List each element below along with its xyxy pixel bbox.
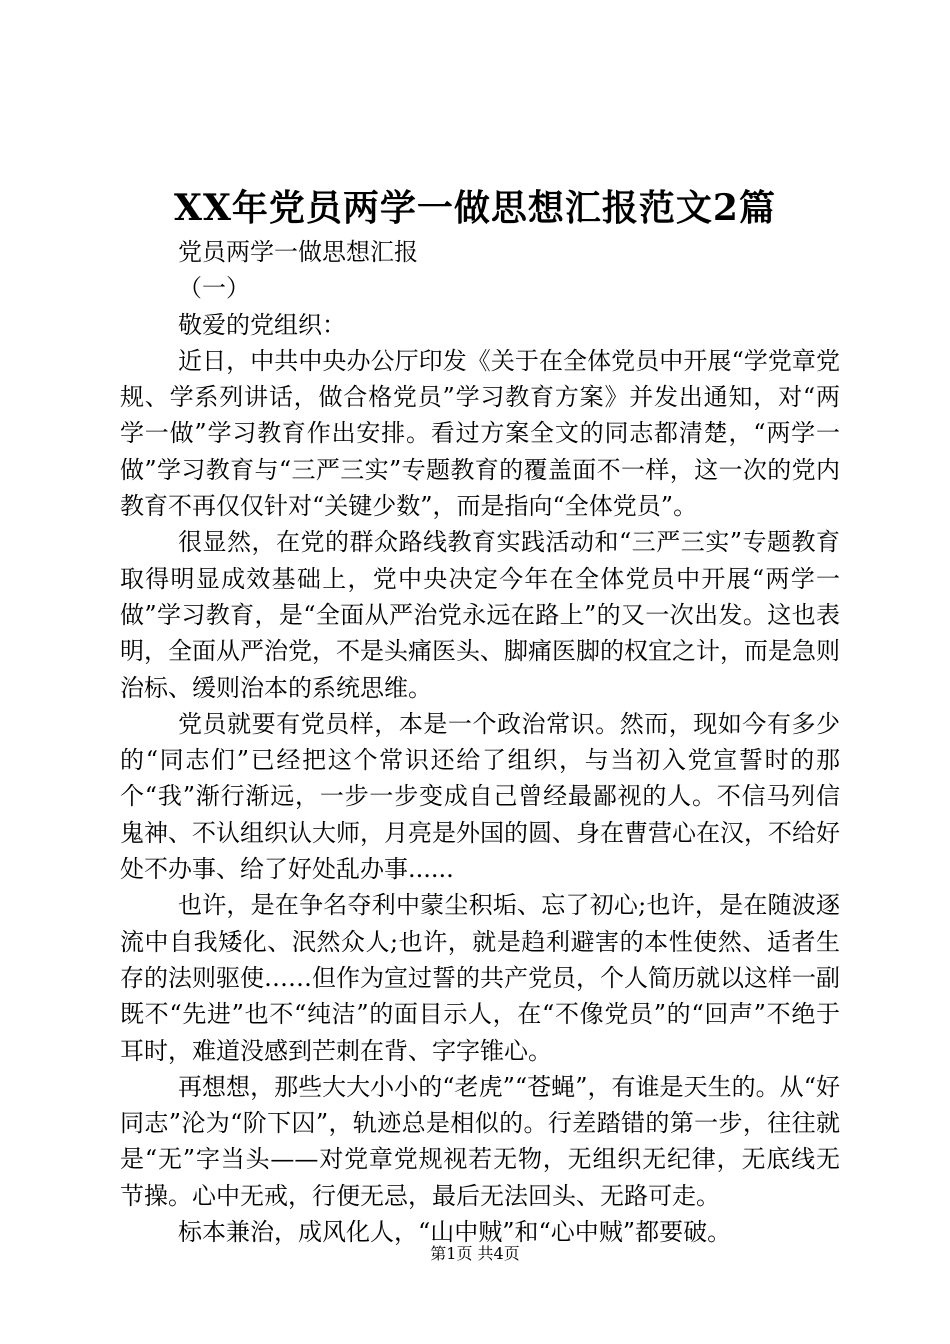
- paragraph: 党员就要有党员样，本是一个政治常识。然而，现如今有多少的“同志们”已经把这个常识还给了组织，与当初入党宣誓时的那个“我”渐行渐远，一步一步变成自己曾经最鄙视的人。不信马列信鬼神、不认组织认大师，月亮是外国的圆、身在曹营心在汉，不给好处不办事、给了好处乱办事......: [120, 709, 840, 884]
- paragraph: 很显然，在党的群众路线教育实践活动和“三严三实”专题教育取得明显成效基础上，党中央决定今年在全体党员中开展“两学一做”学习教育，是“全面从严治党永远在路上”的又一次出发。这也表明，全面从严治党，不是头痛医头、脚痛医脚的权宜之计，而是急则治标、缓则治本的系统思维。: [120, 528, 840, 702]
- document-body: [120, 234, 840, 1250]
- section-number: （一）: [178, 274, 250, 303]
- document-title: XX年党员两学一做思想汇报范文2篇: [174, 187, 776, 229]
- paragraph: 再想想，那些大大小小的“老虎”“苍蝇”，有谁是天生的。从“好同志”沦为“阶下囚”，轨迹总是相似的。行差踏错的第一步，往往就是“无”字当头——对党章党规视若无物，无组织无纪律，无底线无节操。心中无戒，行便无忌，最后无法回头、无路可走。: [120, 1072, 840, 1210]
- page-number-footer: 第1页 共4页: [430, 1244, 520, 1263]
- paragraph: 也许，是在争名夺利中蒙尘积垢、忘了初心;也许，是在随波逐流中自我矮化、泯然众人;也许，就是趋利避害的本性使然、适者生存的法则驱使……但作为宣过誓的共产党员，个人简历就以这样一副既不“先进”也不“纯洁”的面目示人，在“不像党员”的“回声”不绝于耳时，难道没感到芒刺在背、字字锥心。: [120, 891, 840, 1065]
- paragraph: 标本兼治，成风化人，“山中贼”和“心中贼”都要破。: [178, 1218, 732, 1247]
- subtitle: 党员两学一做思想汇报: [178, 238, 418, 266]
- salutation: 敬爱的党组织：: [178, 310, 346, 339]
- paragraph: 近日，中共中央办公厅印发《关于在全体党员中开展“学党章党规、学系列讲话，做合格党员”学习教育方案》并发出通知，对“两学一做”学习教育作出安排。看过方案全文的同志都清楚，“两学一做”学习教育与“三严三实”专题教育的覆盖面不一样，这一次的党内教育不再仅仅针对“关键少数”，而是指向“全体党员”。: [120, 346, 840, 521]
